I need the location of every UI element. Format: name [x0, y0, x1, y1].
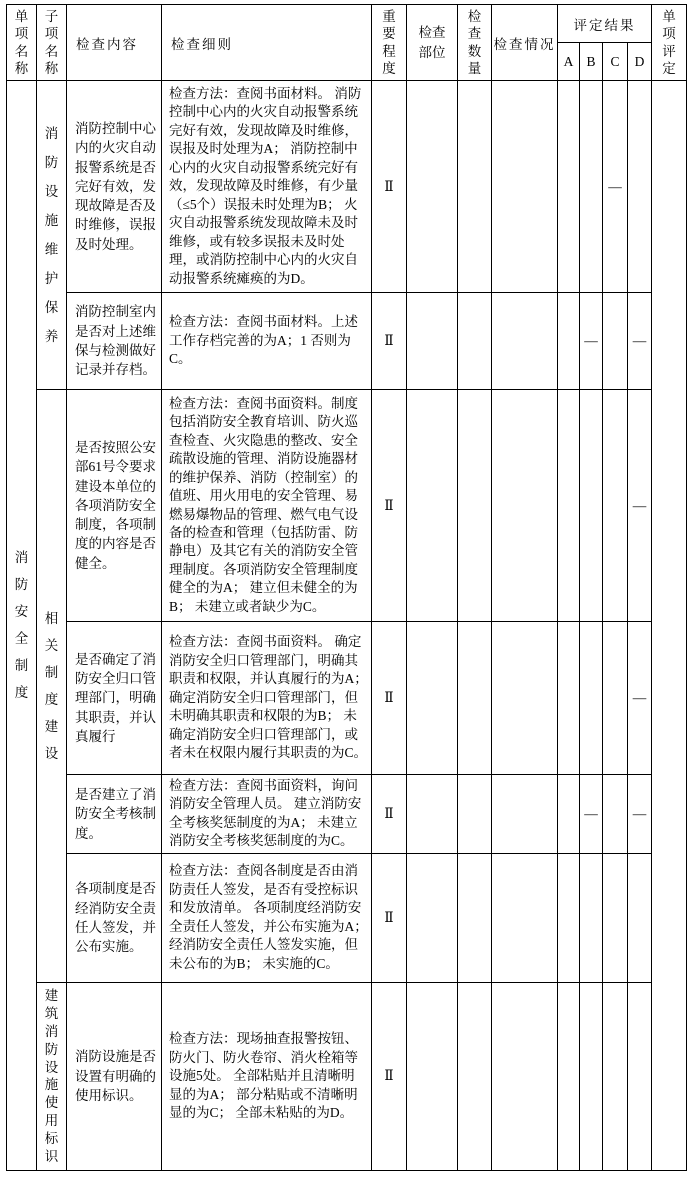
quantity-cell	[458, 853, 492, 982]
column-header-importance-label: 重要程度	[382, 8, 396, 76]
result-b-cell	[580, 622, 603, 775]
column-header-result-d: D	[628, 43, 652, 81]
column-header-result-b: B	[580, 43, 603, 81]
result-d-cell: —	[628, 390, 652, 622]
importance-cell: Ⅱ	[372, 982, 407, 1170]
quantity-cell	[458, 982, 492, 1170]
result-c-cell	[603, 390, 628, 622]
importance-cell: Ⅱ	[372, 390, 407, 622]
result-c-cell	[603, 775, 628, 854]
quantity-cell	[458, 622, 492, 775]
importance-cell: Ⅱ	[372, 293, 407, 390]
result-b-cell	[580, 982, 603, 1170]
subitem-text: 相关制度建设	[44, 610, 59, 761]
column-header-result-c: C	[603, 43, 628, 81]
result-a-cell	[558, 775, 580, 854]
result-c-cell	[603, 293, 628, 390]
subitem-cell	[37, 982, 67, 1170]
content-cell: 是否建立了消防安全考核制度。	[67, 775, 162, 854]
result-d-cell: —	[628, 293, 652, 390]
content-cell: 各项制度是否经消防安全责任人签发，并公布实施。	[67, 853, 162, 982]
situation-cell	[492, 81, 558, 293]
rule-cell: 检查方法：查阅书面资料，询问消防安全管理人员。 建立消防安全考核奖惩制度的为A； 未建立消防安全考核奖惩制度的为C。	[162, 775, 372, 854]
result-b-cell	[580, 853, 603, 982]
situation-cell	[492, 390, 558, 622]
table-row	[7, 853, 687, 982]
situation-cell	[492, 775, 558, 854]
subitem-cell	[37, 81, 67, 390]
part-cell	[407, 622, 458, 775]
table-row	[7, 982, 687, 1170]
result-c-cell	[603, 982, 628, 1170]
table-row	[7, 293, 687, 390]
rule-cell: 检查方法：查阅书面材料。 消防控制中心内的火灾自动报警系统完好有效，发现故障及时维修，误报及时处理为A； 消防控制中心内的火灾自动报警系统完好有效，发现故障及时维修，有少量（≤5个）误报未时处理为B； 火灾自动报警系统发现故障未及时维修，或有较多误报未及时处理，或消防控制中心内的火灾自动报警系统瘫痪的为D。	[162, 81, 372, 293]
table-row	[7, 775, 687, 854]
result-c-cell: —	[603, 81, 628, 293]
situation-cell	[492, 293, 558, 390]
result-b-cell	[580, 81, 603, 293]
result-a-cell	[558, 853, 580, 982]
importance-cell: Ⅱ	[372, 622, 407, 775]
result-c-cell	[603, 622, 628, 775]
result-a-cell	[558, 81, 580, 293]
result-a-cell	[558, 293, 580, 390]
quantity-cell	[458, 81, 492, 293]
quantity-cell	[458, 390, 492, 622]
importance-cell: Ⅱ	[372, 81, 407, 293]
situation-cell	[492, 622, 558, 775]
rule-cell: 检查方法：查阅书面资料。 确定消防安全归口管理部门，明确其职责和权限，并认真履行的为A； 确定消防安全归口管理部门，但未明确其职责和权限的为B； 未确定消防安全归口管理部门，或者未在权限内履行其职责的为C。	[162, 622, 372, 775]
column-header-result-group: 评定结果	[558, 5, 652, 43]
item-name-cell	[7, 81, 37, 1171]
result-b-cell: —	[580, 775, 603, 854]
table-row	[7, 390, 687, 622]
column-header-result-a: A	[558, 43, 580, 81]
table-row	[7, 622, 687, 775]
subitem-text: 消防设施维护保养	[44, 125, 59, 345]
situation-cell	[492, 982, 558, 1170]
column-header-item-name	[7, 5, 37, 81]
item-name-text: 消防安全制度	[14, 550, 29, 701]
quantity-cell	[458, 293, 492, 390]
column-header-importance	[372, 5, 407, 81]
result-a-cell	[558, 390, 580, 622]
rule-cell: 检查方法：现场抽查报警按钮、防火门、防火卷帘、消火栓箱等设施5处。 全部粘贴并且清晰明显的为A； 部分粘贴或不清晰明显的为C； 全部未粘贴的为D。	[162, 982, 372, 1170]
column-header-situation: 检查情况	[492, 5, 558, 81]
part-cell	[407, 982, 458, 1170]
content-cell: 消防控制中心内的火灾自动报警系统是否完好有效，发现故障是否及时维修，误报及时处理。	[67, 81, 162, 293]
result-c-cell	[603, 853, 628, 982]
column-header-quantity-label: 检查数量	[467, 8, 482, 76]
column-header-item-name-label: 单项名称	[14, 8, 29, 76]
rule-cell: 检查方法：查阅书面资料。制度包括消防安全教育培训、防火巡查检查、火灾隐患的整改、安全疏散设施的管理、消防设施器材的维护保养、消防（控制室）的值班、用火用电的安全管理、易燃易爆物品的管理、燃气电气设备的检查和管理（包括防雷、防静电）及其它有关的消防安全管理制度。各项消防安全管理制度健全的为A； 建立但未健全的为B； 未建立或者缺少为C。	[162, 390, 372, 622]
importance-cell: Ⅱ	[372, 775, 407, 854]
result-d-cell: —	[628, 775, 652, 854]
part-cell	[407, 390, 458, 622]
content-cell: 是否确定了消防安全归口管理部门，明确其职责，并认真履行	[67, 622, 162, 775]
column-header-subitem-name-label: 子项名称	[44, 8, 59, 76]
column-header-part	[407, 5, 458, 81]
table-row	[7, 81, 687, 293]
item-eval-cell	[652, 81, 687, 1171]
content-cell: 消防设施是否设置有明确的使用标识。	[67, 982, 162, 1170]
column-header-content: 检查内容	[67, 5, 162, 81]
part-cell	[407, 81, 458, 293]
rule-cell: 检查方法：查阅各制度是否由消防责任人签发，是否有受控标识和发放清单。 各项制度经消防安全责任人签发，并公布实施为A； 经消防安全责任人签发实施，但未公布的为B； 未实施的C。	[162, 853, 372, 982]
part-cell	[407, 293, 458, 390]
rule-cell: 检查方法：查阅书面材料。上述工作存档完善的为A；1 否则为C。	[162, 293, 372, 390]
situation-cell	[492, 853, 558, 982]
result-d-cell	[628, 853, 652, 982]
column-header-rule: 检查细则	[162, 5, 372, 81]
result-a-cell	[558, 622, 580, 775]
result-b-cell: —	[580, 293, 603, 390]
part-cell	[407, 853, 458, 982]
result-a-cell	[558, 982, 580, 1170]
part-cell	[407, 775, 458, 854]
column-header-quantity	[458, 5, 492, 81]
result-b-cell	[580, 390, 603, 622]
subitem-cell	[37, 390, 67, 983]
column-header-item-eval	[652, 5, 687, 81]
result-d-cell: —	[628, 622, 652, 775]
content-cell: 是否按照公安部61号令要求建设本单位的各项消防安全制度，各项制度的内容是否健全。	[67, 390, 162, 622]
quantity-cell	[458, 775, 492, 854]
content-cell: 消防控制室内是否对上述维保与检测做好记录并存档。	[67, 293, 162, 390]
column-header-subitem-name	[37, 5, 67, 81]
column-header-item-eval-label: 单项评定	[662, 8, 676, 76]
result-d-cell	[628, 982, 652, 1170]
result-d-cell	[628, 81, 652, 293]
importance-cell: Ⅱ	[372, 853, 407, 982]
subitem-text: 建筑消防设施使用标识	[44, 988, 59, 1164]
column-header-part-label: 检查部位	[418, 24, 446, 60]
inspection-table	[6, 4, 687, 1171]
